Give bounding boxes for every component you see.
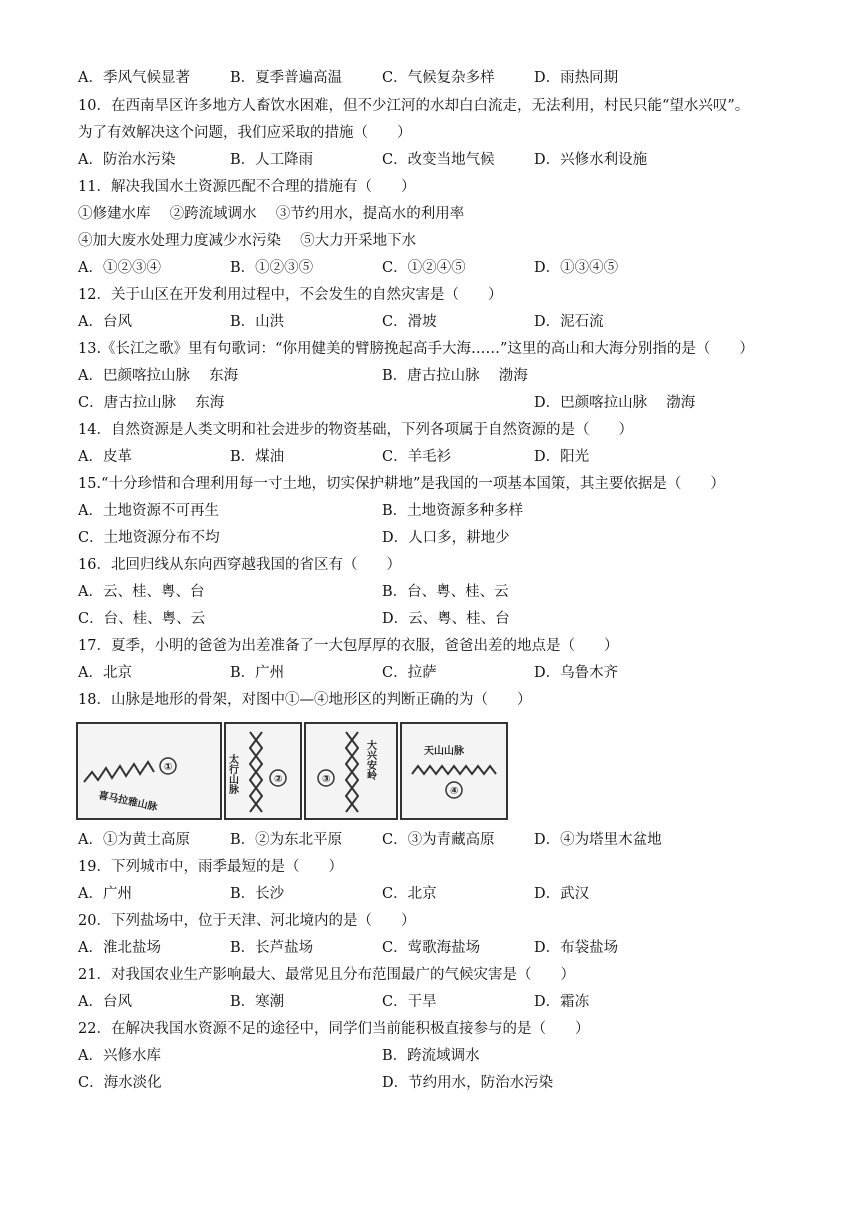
- q22-options-1-b: B．跨流域调水: [382, 1048, 480, 1064]
- q14-options-d: D．阳光: [534, 449, 590, 465]
- q11-options-d: D．①③④⑤: [534, 260, 619, 276]
- q14-options-c: C．羊毛衫: [382, 449, 452, 465]
- q9-options-c: C．气候复杂多样: [382, 70, 495, 86]
- q10-stem-1: 10．在西南旱区许多地方人畜饮水困难，但不少江河的水却白白流走，无法利用，村民只能“望水兴叹”。: [78, 98, 750, 114]
- panel-4-number: ④: [450, 786, 459, 797]
- figure-panel-2: [224, 722, 302, 820]
- q10-options-d: D．兴修水利设施: [534, 152, 648, 168]
- q9-options-b: B．夏季普遍高温: [230, 70, 343, 86]
- q21-options-c: C．干旱: [382, 994, 437, 1010]
- q11-options-c: C．①②④⑤: [382, 260, 466, 276]
- q18-stem: 18．山脉是地形的骨架，对图中①—④地形区的判断正确的为（ ）: [78, 692, 532, 708]
- q15-options-1-b: B．土地资源多种多样: [382, 503, 524, 519]
- panel-4-map: [402, 724, 506, 818]
- panel-2-map: [226, 724, 300, 818]
- q17-options-d: D．乌鲁木齐: [534, 665, 619, 681]
- panel-3-number: ③: [322, 774, 331, 785]
- q19-options-c: C．北京: [382, 886, 437, 902]
- panel-2-number: ②: [274, 774, 283, 785]
- q19-options-a: A．广州: [78, 886, 132, 902]
- panel-1-label: 喜马拉雅山脉: [97, 790, 159, 814]
- q22-options-1-a: A．兴修水库: [78, 1048, 161, 1064]
- q20-stem: 20．下列盐场中，位于天津、河北境内的是（ ）: [78, 913, 416, 929]
- q12-options-d: D．泥石流: [534, 314, 604, 330]
- q16-options-1-a: A．云、桂、粤、台: [78, 584, 205, 600]
- q22-options-2-b: D．节约用水，防治水污染: [382, 1075, 554, 1091]
- q16-options-2-b: D．云、粤、桂、台: [382, 611, 510, 627]
- panel-2-label: 太行山脉: [226, 754, 238, 794]
- q12-options-c: C．滑坡: [382, 314, 437, 330]
- q21-options-b: B．寒潮: [230, 994, 285, 1010]
- q21-options-a: A．台风: [78, 994, 132, 1010]
- q21-options-d: D．霜冻: [534, 994, 590, 1010]
- q19-options-b: B．长沙: [230, 886, 285, 902]
- panel-1-number: ①: [164, 762, 173, 773]
- panel-4-label: 天山山脉: [424, 746, 464, 757]
- q13-options-2-b: D．巴颜喀拉山脉 渤海: [534, 395, 696, 411]
- q13-stem: 13.《长江之歌》里有句歌词：“你用健美的臂膀挽起高手大海……”这里的高山和大海分别指的是（ ）: [78, 341, 754, 357]
- q13-options-2-a: C．唐古拉山脉 东海: [78, 395, 225, 411]
- q19-stem: 19．下列城市中，雨季最短的是（ ）: [78, 859, 343, 875]
- q11-list-1: ①修建水库 ②跨流域调水 ③节约用水，提高水的利用率: [78, 206, 465, 222]
- q11-stem: 11．解决我国水土资源匹配不合理的措施有（ ）: [78, 179, 416, 195]
- q14-options-a: A．皮革: [78, 449, 132, 465]
- figure-panel-1: [76, 722, 222, 820]
- q16-options-1-b: B．台、粤、桂、云: [382, 584, 509, 600]
- q15-options-2-b: D．人口多，耕地少: [382, 530, 510, 546]
- q18-options-c: C．③为青藏高原: [382, 832, 495, 848]
- q13-options-1-b: B．唐古拉山脉 渤海: [382, 368, 528, 384]
- q20-options-d: D．布袋盐场: [534, 940, 619, 956]
- q12-options-b: B．山洪: [230, 314, 285, 330]
- q22-stem: 22．在解决我国水资源不足的途径中，同学们当前能积极直接参与的是（ ）: [78, 1021, 590, 1037]
- q10-options-c: C．改变当地气候: [382, 152, 495, 168]
- q17-options-a: A．北京: [78, 665, 132, 681]
- q9-options-a: A．季风气候显著: [78, 70, 190, 86]
- q13-options-1-a: A．巴颜喀拉山脉 东海: [78, 368, 239, 384]
- q12-options-a: A．台风: [78, 314, 132, 330]
- q15-options-1-a: A．土地资源不可再生: [78, 503, 219, 519]
- mountain-figure: [76, 722, 508, 818]
- q18-options-a: A．①为黄土高原: [78, 832, 190, 848]
- q10-options-a: A．防治水污染: [78, 152, 176, 168]
- q17-stem: 17．夏季，小明的爸爸为出差准备了一大包厚厚的衣服，爸爸出差的地点是（ ）: [78, 638, 619, 654]
- q18-options-b: B．②为东北平原: [230, 832, 343, 848]
- q18-options-d: D．④为塔里木盆地: [534, 832, 662, 848]
- q11-options-b: B．①②③⑤: [230, 260, 314, 276]
- q22-options-2-a: C．海水淡化: [78, 1075, 162, 1091]
- q19-options-d: D．武汉: [534, 886, 590, 902]
- q20-options-b: B．长芦盐场: [230, 940, 314, 956]
- q9-options-d: D．雨热同期: [534, 70, 619, 86]
- q15-options-2-a: C．土地资源分布不均: [78, 530, 220, 546]
- q17-options-b: B．广州: [230, 665, 285, 681]
- figure-panel-4: [400, 722, 508, 820]
- q11-list-2: ④加大废水处理力度减少水污染 ⑤大力开采地下水: [78, 233, 417, 249]
- panel-3-label: 大兴安岭: [364, 740, 376, 780]
- q20-options-a: A．淮北盐场: [78, 940, 161, 956]
- q16-options-2-a: C．台、桂、粤、云: [78, 611, 206, 627]
- q14-stem: 14．自然资源是人类文明和社会进步的物资基础，下列各项属于自然资源的是（ ）: [78, 422, 633, 438]
- panel-3-map: [306, 724, 396, 818]
- q16-stem: 16．北回归线从东向西穿越我国的省区有（ ）: [78, 557, 401, 573]
- figure-panel-3: [304, 722, 398, 820]
- q11-options-a: A．①②③④: [78, 260, 161, 276]
- q20-options-c: C．莺歌海盐场: [382, 940, 481, 956]
- panel-1-map: [78, 724, 220, 818]
- q21-stem: 21．对我国农业生产影响最大、最常见且分布范围最广的气候灾害是（ ）: [78, 967, 575, 983]
- q17-options-c: C．拉萨: [382, 665, 437, 681]
- q14-options-b: B．煤油: [230, 449, 285, 465]
- q12-stem: 12．关于山区在开发利用过程中，不会发生的自然灾害是（ ）: [78, 287, 503, 303]
- q10-stem-2: 为了有效解决这个问题，我们应采取的措施（ ）: [78, 125, 412, 141]
- q15-stem: 15.“十分珍惜和合理利用每一寸土地，切实保护耕地”是我国的一项基本国策，其主要依据是（ ）: [78, 476, 725, 492]
- q10-options-b: B．人工降雨: [230, 152, 314, 168]
